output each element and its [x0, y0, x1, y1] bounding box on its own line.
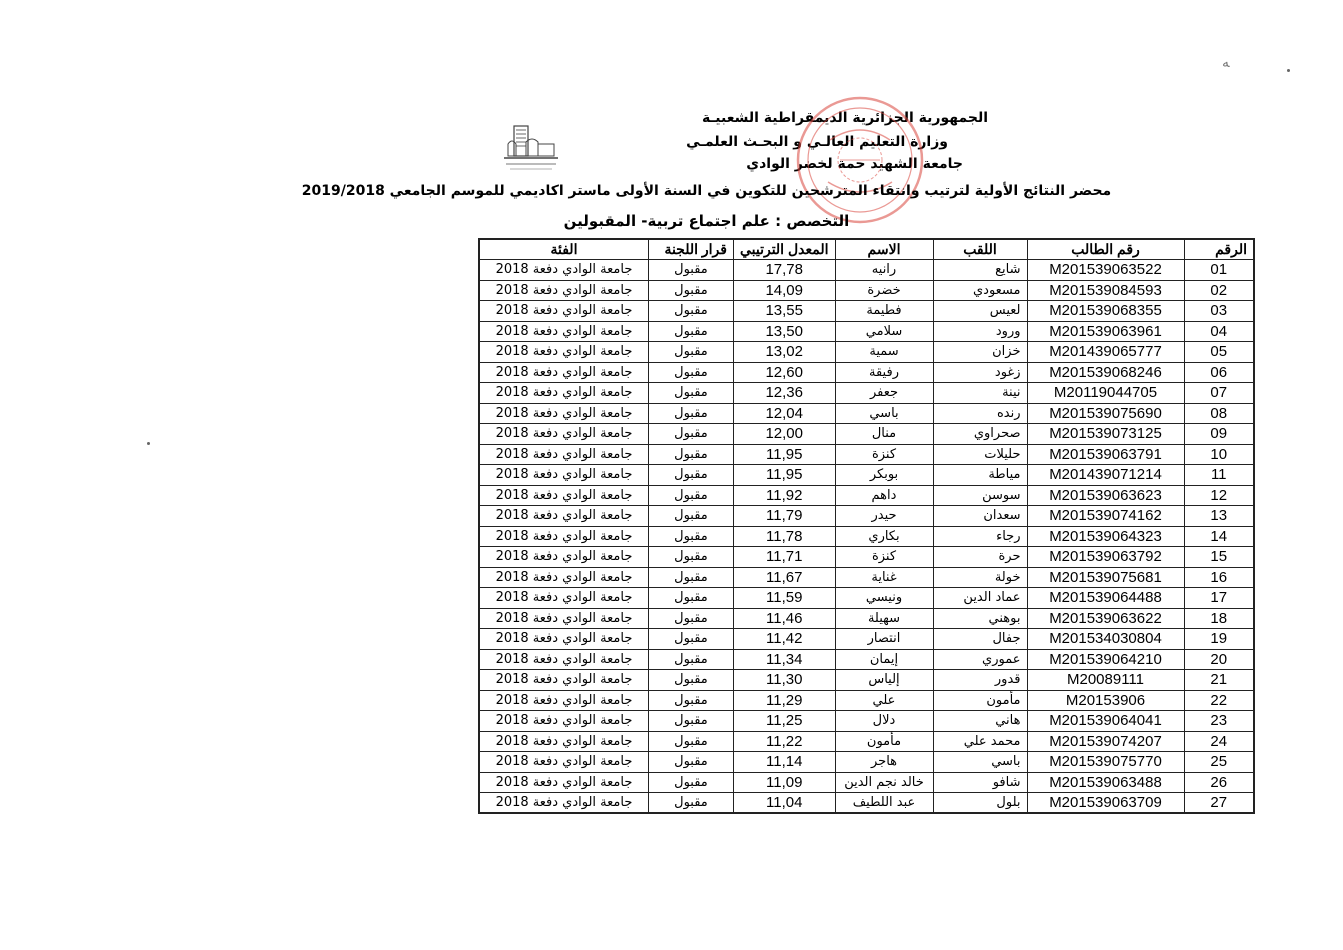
table-row — [479, 260, 1254, 281]
cell-decision: مقبول — [648, 690, 733, 711]
cell-student-id: M201539063622 — [1027, 608, 1184, 629]
cell-student-id: M201539063623 — [1027, 485, 1184, 506]
cell-category: جامعة الوادي دفعة 2018 — [479, 444, 648, 465]
cell-average: 17,78 — [733, 260, 835, 281]
cell-first-name: سمية — [835, 342, 933, 363]
cell-student-id: M201539068355 — [1027, 301, 1184, 322]
cell-average: 11,09 — [733, 772, 835, 793]
cell-number: 13 — [1184, 506, 1254, 527]
cell-average: 14,09 — [733, 280, 835, 301]
cell-category: جامعة الوادي دفعة 2018 — [479, 342, 648, 363]
cell-number: 24 — [1184, 731, 1254, 752]
header-decision: قرار اللجنة — [648, 239, 733, 260]
cell-category: جامعة الوادي دفعة 2018 — [479, 629, 648, 650]
cell-decision: مقبول — [648, 670, 733, 691]
cell-category: جامعة الوادي دفعة 2018 — [479, 690, 648, 711]
cell-first-name: فطيمة — [835, 301, 933, 322]
table-row — [479, 629, 1254, 650]
cell-student-id: M20119044705 — [1027, 383, 1184, 404]
cell-average: 12,60 — [733, 362, 835, 383]
cell-decision: مقبول — [648, 301, 733, 322]
cell-first-name: علي — [835, 690, 933, 711]
cell-first-name: إلياس — [835, 670, 933, 691]
cell-decision: مقبول — [648, 321, 733, 342]
cell-first-name: منال — [835, 424, 933, 445]
cell-number: 25 — [1184, 752, 1254, 773]
cell-decision: مقبول — [648, 793, 733, 814]
cell-average: 11,34 — [733, 649, 835, 670]
cell-last-name: عماد الدين — [933, 588, 1027, 609]
cell-last-name: بلول — [933, 793, 1027, 814]
cell-average: 11,67 — [733, 567, 835, 588]
cell-first-name: كنزة — [835, 444, 933, 465]
cell-student-id: M201439065777 — [1027, 342, 1184, 363]
table-row — [479, 731, 1254, 752]
cell-student-id: M201539068246 — [1027, 362, 1184, 383]
cell-student-id: M201539084593 — [1027, 280, 1184, 301]
table-row — [479, 465, 1254, 486]
cell-number: 04 — [1184, 321, 1254, 342]
cell-first-name: هاجر — [835, 752, 933, 773]
cell-category: جامعة الوادي دفعة 2018 — [479, 711, 648, 732]
cell-average: 11,59 — [733, 588, 835, 609]
cell-decision: مقبول — [648, 383, 733, 404]
cell-last-name: خزان — [933, 342, 1027, 363]
cell-number: 05 — [1184, 342, 1254, 363]
cell-category: جامعة الوادي دفعة 2018 — [479, 731, 648, 752]
cell-student-id: M201539074162 — [1027, 506, 1184, 527]
cell-decision: مقبول — [648, 403, 733, 424]
cell-decision: مقبول — [648, 506, 733, 527]
cell-last-name: نينة — [933, 383, 1027, 404]
cell-first-name: جعفر — [835, 383, 933, 404]
results-table — [478, 238, 1255, 814]
cell-category: جامعة الوادي دفعة 2018 — [479, 362, 648, 383]
cell-last-name: قدور — [933, 670, 1027, 691]
cell-number: 19 — [1184, 629, 1254, 650]
cell-number: 07 — [1184, 383, 1254, 404]
header-university: جامعة الشهيد حمة لخضر الوادي — [746, 156, 963, 172]
cell-last-name: باسي — [933, 752, 1027, 773]
cell-student-id: M201539064488 — [1027, 588, 1184, 609]
cell-number: 21 — [1184, 670, 1254, 691]
table-row — [479, 547, 1254, 568]
table-row — [479, 403, 1254, 424]
cell-decision: مقبول — [648, 649, 733, 670]
cell-student-id: M201539063791 — [1027, 444, 1184, 465]
specialty-heading: التخصص : علم اجتماع تربية- المقبولين — [563, 212, 850, 230]
cell-average: 11,79 — [733, 506, 835, 527]
table-row — [479, 301, 1254, 322]
cell-first-name: بكاري — [835, 526, 933, 547]
table-row — [479, 588, 1254, 609]
header-republic: الجمهورية الجزائرية الديمقراطية الشعبيـة — [701, 110, 988, 126]
university-logo-icon — [500, 120, 562, 178]
cell-decision: مقبول — [648, 588, 733, 609]
cell-first-name: رانيه — [835, 260, 933, 281]
cell-decision: مقبول — [648, 772, 733, 793]
table-row — [479, 321, 1254, 342]
cell-decision: مقبول — [648, 260, 733, 281]
cell-last-name: مأمون — [933, 690, 1027, 711]
cell-category: جامعة الوادي دفعة 2018 — [479, 403, 648, 424]
report-title: محضر النتائج الأولية لترتيب وانتقاء المترشحين للتكوين في السنة الأولى ماستر اكاديمي للموسم الجامعي 2019/2018 — [301, 183, 1112, 199]
cell-student-id: M201539064323 — [1027, 526, 1184, 547]
cell-category: جامعة الوادي دفعة 2018 — [479, 670, 648, 691]
table-row — [479, 567, 1254, 588]
cell-category: جامعة الوادي دفعة 2018 — [479, 752, 648, 773]
cell-decision: مقبول — [648, 280, 733, 301]
cell-average: 11,22 — [733, 731, 835, 752]
cell-student-id: M201539064210 — [1027, 649, 1184, 670]
cell-number: 03 — [1184, 301, 1254, 322]
cell-category: جامعة الوادي دفعة 2018 — [479, 506, 648, 527]
cell-last-name: ورود — [933, 321, 1027, 342]
table-row — [479, 280, 1254, 301]
cell-category: جامعة الوادي دفعة 2018 — [479, 793, 648, 814]
cell-last-name: زغود — [933, 362, 1027, 383]
table-row — [479, 342, 1254, 363]
cell-last-name: مسعودي — [933, 280, 1027, 301]
cell-student-id: M201439071214 — [1027, 465, 1184, 486]
cell-number: 06 — [1184, 362, 1254, 383]
cell-number: 26 — [1184, 772, 1254, 793]
cell-decision: مقبول — [648, 362, 733, 383]
cell-student-id: M201539075690 — [1027, 403, 1184, 424]
cell-student-id: M20089111 — [1027, 670, 1184, 691]
cell-student-id: M201539063488 — [1027, 772, 1184, 793]
cell-number: 23 — [1184, 711, 1254, 732]
cell-first-name: بوبكر — [835, 465, 933, 486]
cell-last-name: لعيس — [933, 301, 1027, 322]
cell-student-id: M201539075770 — [1027, 752, 1184, 773]
table-row — [479, 711, 1254, 732]
cell-last-name: بوهني — [933, 608, 1027, 629]
results-body — [479, 260, 1254, 814]
header-average: المعدل الترتيبي — [733, 239, 835, 260]
cell-average: 11,04 — [733, 793, 835, 814]
table-row — [479, 424, 1254, 445]
cell-student-id: M201539073125 — [1027, 424, 1184, 445]
cell-category: جامعة الوادي دفعة 2018 — [479, 547, 648, 568]
cell-last-name: رنده — [933, 403, 1027, 424]
cell-student-id: M201539063709 — [1027, 793, 1184, 814]
cell-number: 01 — [1184, 260, 1254, 281]
cell-last-name: سعدان — [933, 506, 1027, 527]
scan-speck — [1287, 69, 1290, 72]
page-mark: ﻪ — [1222, 55, 1230, 71]
cell-decision: مقبول — [648, 711, 733, 732]
table-row — [479, 444, 1254, 465]
cell-average: 11,78 — [733, 526, 835, 547]
cell-first-name: خالد نجم الدين — [835, 772, 933, 793]
cell-category: جامعة الوادي دفعة 2018 — [479, 301, 648, 322]
cell-last-name: عموري — [933, 649, 1027, 670]
cell-decision: مقبول — [648, 752, 733, 773]
scan-speck — [147, 442, 150, 445]
cell-first-name: خضرة — [835, 280, 933, 301]
cell-number: 14 — [1184, 526, 1254, 547]
table-row — [479, 608, 1254, 629]
table-row — [479, 793, 1254, 814]
header-last-name: اللقب — [933, 239, 1027, 260]
cell-average: 11,29 — [733, 690, 835, 711]
cell-number: 11 — [1184, 465, 1254, 486]
cell-category: جامعة الوادي دفعة 2018 — [479, 485, 648, 506]
cell-last-name: سوسن — [933, 485, 1027, 506]
header-student-id: رقم الطالب — [1027, 239, 1184, 260]
cell-student-id: M201539063522 — [1027, 260, 1184, 281]
cell-decision: مقبول — [648, 629, 733, 650]
header-ministry: وزارة التعليم العالـي و البحـث العلمـي — [686, 134, 948, 150]
table-row — [479, 526, 1254, 547]
cell-category: جامعة الوادي دفعة 2018 — [479, 526, 648, 547]
cell-first-name: رفيقة — [835, 362, 933, 383]
cell-first-name: باسي — [835, 403, 933, 424]
cell-first-name: انتصار — [835, 629, 933, 650]
cell-number: 02 — [1184, 280, 1254, 301]
cell-average: 12,04 — [733, 403, 835, 424]
cell-category: جامعة الوادي دفعة 2018 — [479, 424, 648, 445]
cell-category: جامعة الوادي دفعة 2018 — [479, 465, 648, 486]
cell-student-id: M201539074207 — [1027, 731, 1184, 752]
cell-decision: مقبول — [648, 444, 733, 465]
cell-number: 27 — [1184, 793, 1254, 814]
cell-student-id: M201539064041 — [1027, 711, 1184, 732]
cell-first-name: داهم — [835, 485, 933, 506]
cell-decision: مقبول — [648, 465, 733, 486]
cell-average: 12,36 — [733, 383, 835, 404]
cell-decision: مقبول — [648, 342, 733, 363]
cell-last-name: خولة — [933, 567, 1027, 588]
cell-first-name: سهيلة — [835, 608, 933, 629]
cell-average: 11,95 — [733, 465, 835, 486]
cell-decision: مقبول — [648, 608, 733, 629]
table-row — [479, 506, 1254, 527]
cell-last-name: شافو — [933, 772, 1027, 793]
cell-number: 22 — [1184, 690, 1254, 711]
cell-average: 11,30 — [733, 670, 835, 691]
header-number: الرقم — [1184, 239, 1254, 260]
cell-average: 11,46 — [733, 608, 835, 629]
table-row — [479, 670, 1254, 691]
cell-number: 12 — [1184, 485, 1254, 506]
table-header-row — [479, 239, 1254, 260]
cell-last-name: حرة — [933, 547, 1027, 568]
cell-first-name: مأمون — [835, 731, 933, 752]
cell-decision: مقبول — [648, 547, 733, 568]
cell-number: 08 — [1184, 403, 1254, 424]
cell-average: 11,14 — [733, 752, 835, 773]
cell-category: جامعة الوادي دفعة 2018 — [479, 588, 648, 609]
cell-category: جامعة الوادي دفعة 2018 — [479, 321, 648, 342]
table-row — [479, 362, 1254, 383]
table-row — [479, 649, 1254, 670]
cell-first-name: كنزة — [835, 547, 933, 568]
cell-average: 11,92 — [733, 485, 835, 506]
cell-last-name: محمد علي — [933, 731, 1027, 752]
cell-first-name: سلامي — [835, 321, 933, 342]
cell-first-name: ونيسي — [835, 588, 933, 609]
cell-number: 10 — [1184, 444, 1254, 465]
cell-first-name: غناية — [835, 567, 933, 588]
header-first-name: الاسم — [835, 239, 933, 260]
cell-last-name: هاني — [933, 711, 1027, 732]
cell-category: جامعة الوادي دفعة 2018 — [479, 772, 648, 793]
cell-number: 18 — [1184, 608, 1254, 629]
cell-category: جامعة الوادي دفعة 2018 — [479, 260, 648, 281]
cell-last-name: صحراوي — [933, 424, 1027, 445]
cell-student-id: M201539063961 — [1027, 321, 1184, 342]
cell-average: 11,71 — [733, 547, 835, 568]
cell-category: جامعة الوادي دفعة 2018 — [479, 567, 648, 588]
table-row — [479, 383, 1254, 404]
cell-number: 15 — [1184, 547, 1254, 568]
cell-last-name: حليلات — [933, 444, 1027, 465]
cell-average: 13,50 — [733, 321, 835, 342]
cell-last-name: شايع — [933, 260, 1027, 281]
cell-decision: مقبول — [648, 731, 733, 752]
header-category: الفئة — [479, 239, 648, 260]
cell-average: 11,42 — [733, 629, 835, 650]
cell-student-id: M201534030804 — [1027, 629, 1184, 650]
cell-first-name: عبد اللطيف — [835, 793, 933, 814]
cell-last-name: مياطة — [933, 465, 1027, 486]
cell-average: 12,00 — [733, 424, 835, 445]
cell-student-id: M201539063792 — [1027, 547, 1184, 568]
cell-number: 20 — [1184, 649, 1254, 670]
cell-student-id: M201539075681 — [1027, 567, 1184, 588]
cell-average: 11,25 — [733, 711, 835, 732]
table-row — [479, 772, 1254, 793]
cell-number: 17 — [1184, 588, 1254, 609]
cell-decision: مقبول — [648, 567, 733, 588]
cell-average: 13,55 — [733, 301, 835, 322]
cell-decision: مقبول — [648, 424, 733, 445]
cell-average: 11,95 — [733, 444, 835, 465]
table-row — [479, 485, 1254, 506]
cell-student-id: M20153906 — [1027, 690, 1184, 711]
table-row — [479, 752, 1254, 773]
cell-first-name: إيمان — [835, 649, 933, 670]
cell-category: جامعة الوادي دفعة 2018 — [479, 383, 648, 404]
cell-category: جامعة الوادي دفعة 2018 — [479, 608, 648, 629]
cell-last-name: جفال — [933, 629, 1027, 650]
cell-number: 09 — [1184, 424, 1254, 445]
cell-first-name: حيدر — [835, 506, 933, 527]
cell-category: جامعة الوادي دفعة 2018 — [479, 649, 648, 670]
cell-decision: مقبول — [648, 526, 733, 547]
cell-category: جامعة الوادي دفعة 2018 — [479, 280, 648, 301]
cell-first-name: دلال — [835, 711, 933, 732]
cell-average: 13,02 — [733, 342, 835, 363]
cell-decision: مقبول — [648, 485, 733, 506]
cell-number: 16 — [1184, 567, 1254, 588]
cell-last-name: رجاء — [933, 526, 1027, 547]
table-row — [479, 690, 1254, 711]
